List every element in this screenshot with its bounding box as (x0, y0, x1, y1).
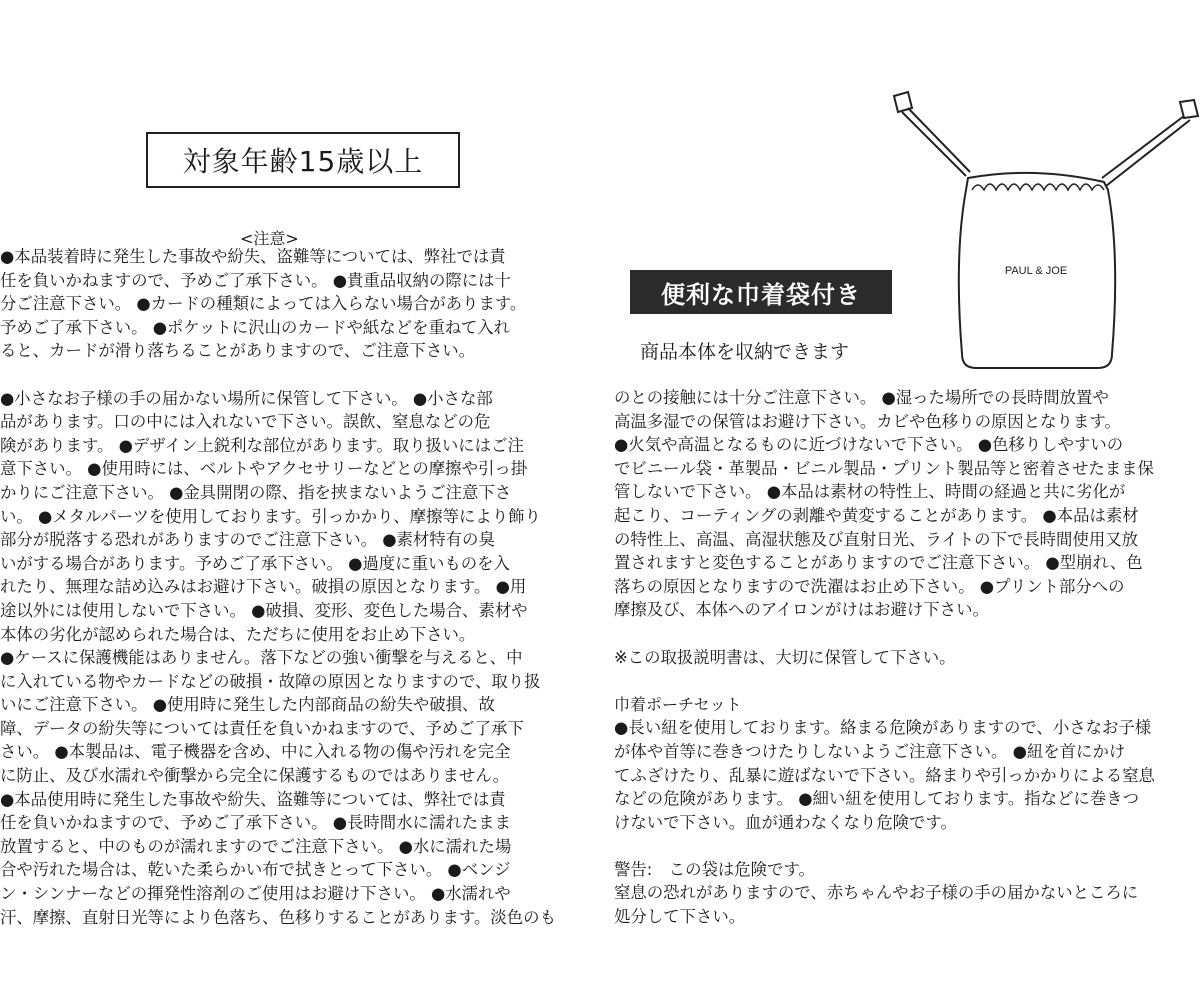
pouch-included-banner: 便利な巾着袋付き (630, 270, 892, 314)
text-line: 予めご了承下さい。 ●ポケットに沢山のカードや紙などを重ねて入れ (0, 317, 510, 337)
text-line: 高温多湿での保管はお避け下さい。カビや色移りの原因となります。 (614, 411, 1121, 431)
text-line: 管しないで下さい。 ●本品は素材の特性上、時間の経過と共に劣化が (614, 482, 1126, 502)
text-line: さい。 ●本製品は、電子機器を含め、中に入れる物の傷や汚れを完全 (0, 742, 511, 762)
right-cord (1102, 100, 1198, 186)
text-line: 任を負いかねますので、予めご了承下さい。 ●貴重品収納の際には十 (0, 270, 511, 290)
text-line: 本体の劣化が認められた場合は、ただちに使用をお止め下さい。 (0, 624, 476, 644)
text-line: ●長い紐を使用しております。絡まる危険がありますので、小さなお子様 (614, 718, 1152, 738)
text-line: いにご注意下さい。 ●使用時に発生した内部商品の紛失や破損、故 (0, 695, 495, 715)
text-line: のとの接触には十分ご注意下さい。 ●湿った場所での長時間放置や (614, 388, 1109, 407)
text-line: い。 ●メタルパーツを使用しております。引っかかり、摩擦等により飾り (0, 506, 541, 526)
left-column (0, 245, 592, 929)
text-line: 品があります。口の中には入れないで下さい。誤飲、窒息などの危 (0, 412, 491, 432)
spacer (614, 622, 1200, 646)
text-line: 起こり、コーティングの剥離や黄変することがあります。 ●本品は素材 (614, 505, 1139, 525)
text-line: 分ご注意下さい。 ●カードの種類によっては入らない場合があります。 (0, 294, 527, 314)
pouch-brand-label: PAUL & JOE (1004, 265, 1068, 277)
left-cord (894, 92, 970, 176)
text-line: に入れている物やカードなどの破損・故障の原因となりますので、取り扱 (0, 671, 541, 691)
text-line: 意下さい。 ●使用時には、ベルトやアクセサリーなどとの摩擦や引っ掛 (0, 459, 528, 479)
text-line: 合や汚れた場合は、乾いた柔らかい布で拭きとって下さい。 ●ベンジ (0, 860, 511, 880)
text-line: 落ちの原因となりますので洗濯はお止め下さい。 ●プリント部分への (614, 576, 1125, 596)
text-line: ン・シンナーなどの揮発性溶剤のご使用はお避け下さい。 ●水濡れや (0, 884, 511, 904)
drawstring-pouch-illustration (880, 86, 1200, 378)
left-block-1 (0, 245, 592, 363)
text-line: 窒息の恐れがありますので、赤ちゃんやお子様の手の届かないところに (614, 883, 1139, 903)
text-line: 障、データの紛失等については責任を負いかねますので、予めご了承下 (0, 718, 524, 738)
text-line: 置されますと変色することがありますのでご注意下さい。 ●型崩れ、色 (614, 553, 1143, 573)
right-block-1 (614, 386, 1200, 622)
pouch-set-title: 巾着ポーチセット (614, 694, 742, 714)
caution-title: <注意> (240, 229, 299, 248)
text-line: ●ケースに保護機能はありません。落下などの強い衝撃を与えると、中 (0, 648, 523, 668)
spacer (614, 669, 1200, 693)
text-line: ●火気や高温となるものに近づけないで下さい。 ●色移りしやすいの (614, 435, 1124, 455)
text-line: 摩擦及び、本体へのアイロンがけはお避け下さい。 (614, 600, 989, 620)
text-line: に防止、及び水濡れや衝撃から完全に保護するものではありません。 (0, 766, 510, 786)
pouch-included-subtitle: 商品本体を収納できます (640, 341, 850, 363)
text-line: の特性上、高温、高湿状態及び直射日光、ライトの下で長時間使用又放 (614, 529, 1139, 549)
pouch-set-block (614, 716, 1200, 834)
text-line: かりにご注意下さい。 ●金具開閉の際、指を挟まないようご注意下さ (0, 482, 512, 502)
text-line: が体や首等に巻きつけたりしないようご注意下さい。 ●紐を首にかけ (614, 741, 1126, 761)
text-line: ると、カードが滑り落ちることがありますので、ご注意下さい。 (0, 341, 475, 361)
text-line: 放置すると、中のものが濡れますのでご注意下さい。 ●水に濡れた場 (0, 836, 512, 856)
left-block-2 (0, 387, 592, 930)
text-line: れたり、無理な詰め込みはお避け下さい。破損の原因となります。 ●用 (0, 577, 527, 597)
text-line: いがする場合があります。予めご了承下さい。 ●過度に重いものを入 (0, 553, 510, 573)
right-column (614, 386, 1200, 929)
spacer (0, 363, 592, 387)
text-line: 任を負いかねますので、予めご了承下さい。 ●長時間水に濡れたまま (0, 813, 511, 833)
spacer (614, 834, 1200, 858)
text-line: ●本品使用時に発生した事故や紛失、盗難等については、弊社では責 (0, 789, 506, 809)
age-label: 対象年齢15歳以上 (146, 132, 460, 188)
text-line: 途以外には使用しないで下さい。 ●破損、変形、変色した場合、素材や (0, 600, 528, 620)
text-line: けないで下さい。血が通わなくなり危険です。 (614, 812, 957, 832)
text-line: 険があります。 ●デザイン上鋭利な部位があります。取り扱いにはご注 (0, 435, 524, 455)
text-line: ●本品装着時に発生した事故や紛失、盗難等については、弊社では責 (0, 247, 506, 266)
text-line: 部分が脱落する恐れがありますのでご注意下さい。 ●素材特有の臭 (0, 530, 495, 550)
text-line: 汗、摩擦、直射日光等により色落ち、色移りすることがあります。淡色のも (0, 907, 556, 927)
keep-manual-note: ※この取扱説明書は、大切に保管して下さい。 (614, 647, 956, 667)
warning-title: 警告: この袋は危険です。 (614, 859, 815, 879)
text-line: 処分して下さい。 (614, 907, 746, 927)
text-line: などの危険があります。 ●細い紐を使用しております。指などに巻きつ (614, 789, 1139, 809)
text-line: でビニール袋・革製品・ビニル製品・プリント製品等と密着させたまま保 (614, 458, 1154, 478)
text-line: ●小さなお子様の手の届かない場所に保管して下さい。 ●小さな部 (0, 388, 493, 408)
text-line: てふざけたり、乱暴に遊ばないで下さい。絡まりや引っかかりによる窒息 (614, 765, 1155, 785)
